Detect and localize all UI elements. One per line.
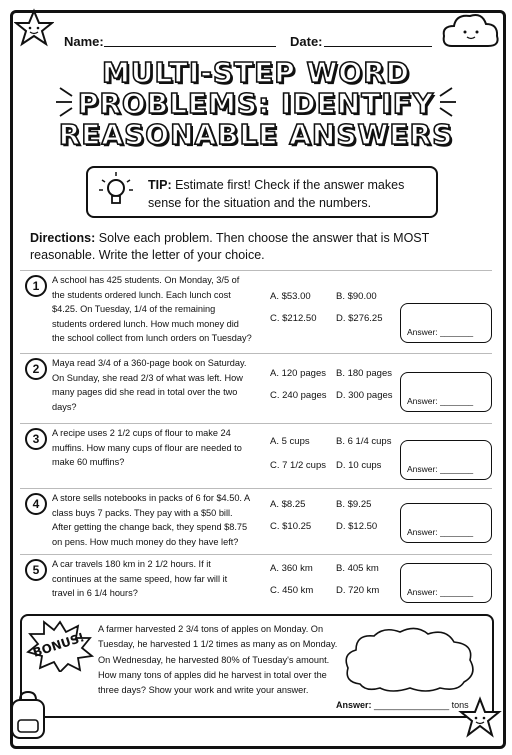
option-c[interactable]: C. $10.25 (270, 521, 312, 532)
answer-label: Answer: _______ (407, 587, 474, 597)
tip-body: Estimate first! Check if the answer makes sense for the situation and the numbers. (148, 178, 405, 210)
option-d[interactable]: D. $12.50 (336, 521, 378, 532)
option-a[interactable]: A. 120 pages (270, 368, 326, 379)
work-cloud-area[interactable] (340, 624, 480, 694)
question-text: Maya read 3/4 of a 360-page book on Saturday. On Sunday, she read 2/3 of what was left. How many pages did she read in total over the two days? (52, 358, 247, 412)
question-text: A car travels 180 km in 2 1/2 hours. If it continues at the same speed, how far will it travel in 6 1/4 hours? (52, 559, 228, 598)
question-4 (20, 488, 492, 551)
answer-box[interactable] (400, 563, 492, 603)
bonus-badge: BONUS! (31, 630, 87, 660)
question-text: A store sells notebooks in packs of 6 for $4.50. A class buys 7 packs. They pay with a $50 bill. After getting the change back, they spend $8.75 on pens. How much money do they have left? (52, 493, 250, 547)
option-c[interactable]: C. $212.50 (270, 313, 317, 324)
star-bottom-icon (458, 696, 502, 740)
answer-box[interactable] (400, 440, 492, 480)
answer-label: Answer: _______ (407, 527, 474, 537)
bonus-box (20, 614, 494, 718)
answer-box[interactable] (400, 503, 492, 543)
question-number: 5 (25, 559, 47, 581)
name-field[interactable] (104, 46, 276, 47)
directions-label: Directions: (30, 231, 96, 245)
option-b[interactable]: B. $90.00 (336, 291, 377, 302)
question-5 (20, 554, 492, 611)
bonus-text: A farmer harvested 2 3/4 tons of apples on Monday. On Tuesday, he harvested 1 1/2 times as many as on Monday. On Wednesday, he harvested 80% of Tuesday's amount. How many tons of apples did he harvest in total over the three days? Show your work and write your answer. (98, 624, 338, 696)
tip-box (86, 166, 438, 218)
option-b[interactable]: B. 180 pages (336, 368, 392, 379)
question-2 (20, 353, 492, 418)
bonus-answer-line[interactable]: _______________ (374, 700, 450, 710)
option-a[interactable]: A. $8.25 (270, 499, 306, 510)
title-line-2: PROBLEMS: IDENTIFY (77, 87, 435, 120)
question-number: 1 (25, 275, 47, 297)
cloud-icon (440, 10, 502, 52)
answer-box[interactable] (400, 372, 492, 412)
date-label: Date: (290, 34, 323, 49)
tip-label: TIP: (148, 178, 172, 192)
title-line-1: MULTI-STEP WORD (101, 56, 411, 89)
option-b[interactable]: B. 6 1/4 cups (336, 436, 392, 447)
directions-text: Solve each problem. Then choose the answer that is MOST reasonable. Write the letter of your choice. (30, 231, 430, 262)
question-number: 4 (25, 493, 47, 515)
sparkle-right-icon (418, 84, 458, 120)
option-b[interactable]: B. $9.25 (336, 499, 372, 510)
option-a[interactable]: A. 5 cups (270, 436, 310, 447)
backpack-icon (6, 690, 50, 742)
question-3 (20, 423, 492, 486)
answer-label: Answer: _______ (407, 396, 474, 406)
question-number: 2 (25, 358, 47, 380)
question-1 (20, 270, 492, 351)
question-number: 3 (25, 428, 47, 450)
date-field[interactable] (324, 46, 432, 47)
option-d[interactable]: D. 10 cups (336, 460, 382, 471)
tip-text (148, 176, 428, 212)
option-c[interactable]: C. 450 km (270, 585, 314, 596)
directions (30, 230, 480, 264)
answer-label: Answer: _______ (407, 327, 474, 337)
star-icon (14, 8, 54, 48)
name-label: Name: (64, 34, 104, 49)
option-d[interactable]: D. 720 km (336, 585, 380, 596)
bonus-answer (336, 700, 469, 710)
option-d[interactable]: D. 300 pages (336, 390, 393, 401)
sparkle-left-icon (54, 84, 94, 120)
lightbulb-icon (94, 170, 138, 214)
bonus-unit: tons (451, 700, 469, 710)
answer-label: Answer: _______ (407, 464, 474, 474)
option-a[interactable]: A. 360 km (270, 563, 313, 574)
option-b[interactable]: B. 405 km (336, 563, 379, 574)
bonus-answer-label: Answer: (336, 700, 372, 710)
question-text: A recipe uses 2 1/2 cups of flour to make 24 muffins. How many cups of flour are needed to make 60 muffins? (52, 428, 242, 467)
question-text: A school has 425 students. On Monday, 3/5 of the students ordered lunch. Each lunch cost $4.25. On Tuesday, 1/4 of the remaining students ordered lunch. How much money did the school collect from lunch orders on Tuesday? (52, 275, 252, 343)
answer-box[interactable] (400, 303, 492, 343)
option-a[interactable]: A. $53.00 (270, 291, 311, 302)
option-d[interactable]: D. $276.25 (336, 313, 383, 324)
option-c[interactable]: C. 240 pages (270, 390, 327, 401)
option-c[interactable]: C. 7 1/2 cups (270, 460, 326, 471)
title-line-3: REASONABLE ANSWERS (58, 118, 454, 151)
